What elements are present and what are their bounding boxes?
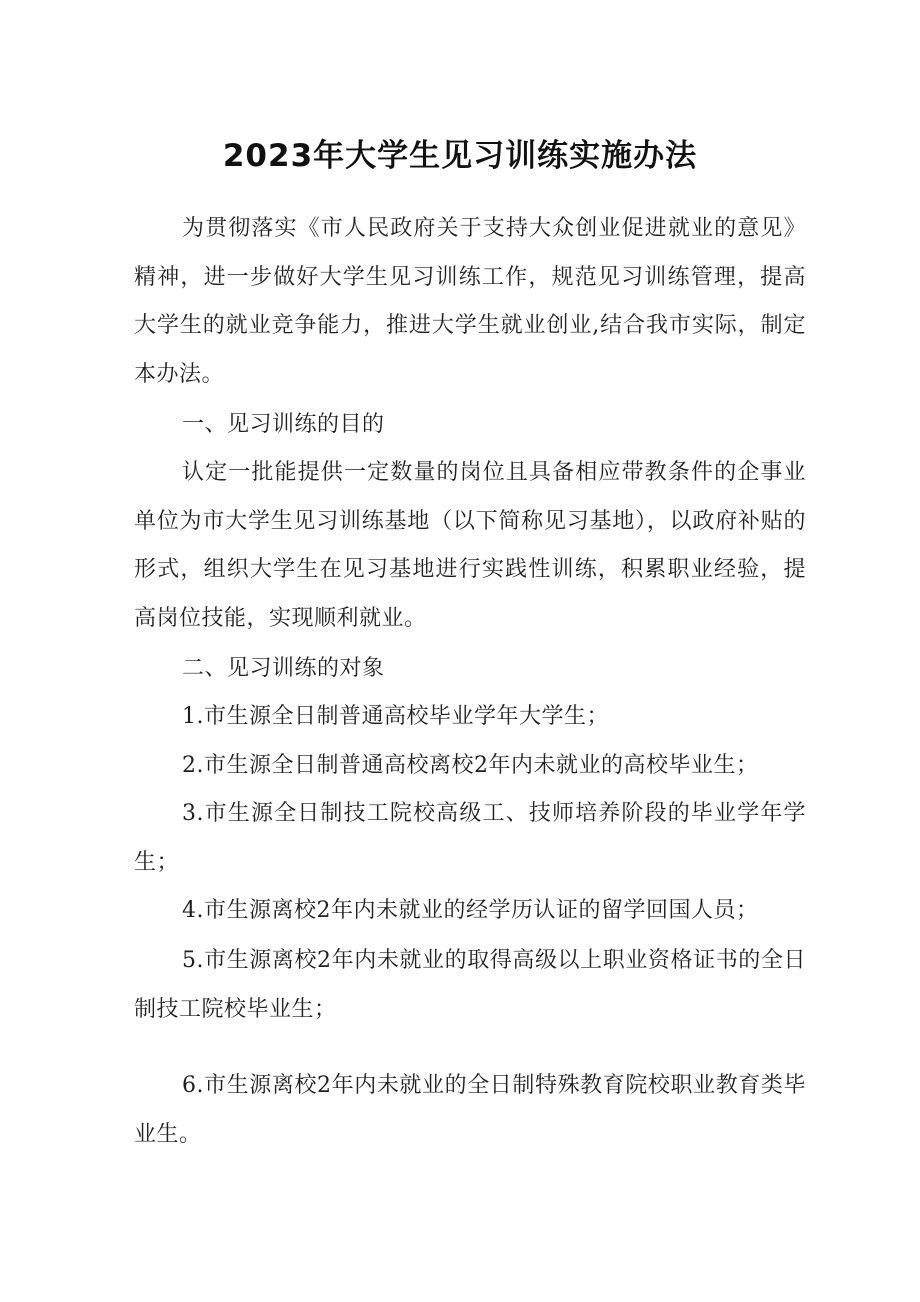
list-item: 3.市生源全日制技工院校高级工、技师培养阶段的毕业学年学生； <box>134 801 806 875</box>
section-1-paragraph: 认定一批能提供一定数量的岗位且具备相应带教条件的企事业单位为市大学生见习训练基地（以下简称见习基地），以政府补贴的形式，组织大学生在见习基地进行实践性训练，积累职业经验，提高岗位技能，实现顺利就业。 <box>134 460 806 631</box>
list-item: 4.市生源离校2年内未就业的经学历认证的留学回国人员； <box>182 898 759 923</box>
intro-paragraph: 为贯彻落实《市人民政府关于支持大众创业促进就业的意见》精神，进一步做好大学生见习训练工作，规范见习训练管理，提高大学生的就业竞争能力，推进大学生就业创业,结合我市实际，制定本办法。 <box>134 216 806 387</box>
list-item: 1.市生源全日制普通高校毕业学年大学生； <box>182 704 609 729</box>
list-item: 2.市生源全日制普通高校离校2年内未就业的高校毕业生； <box>182 753 759 778</box>
document-title: 2023年大学生见习训练实施办法 <box>222 137 698 174</box>
section-1-heading: 一、见习训练的目的 <box>182 412 385 437</box>
section-2-heading: 二、见习训练的对象 <box>182 656 385 681</box>
list-item: 6.市生源离校2年内未就业的全日制特殊教育院校职业教育类毕业生。 <box>134 1073 806 1147</box>
list-item: 5.市生源离校2年内未就业的取得高级以上职业资格证书的全日制技工院校毕业生； <box>134 948 806 1022</box>
